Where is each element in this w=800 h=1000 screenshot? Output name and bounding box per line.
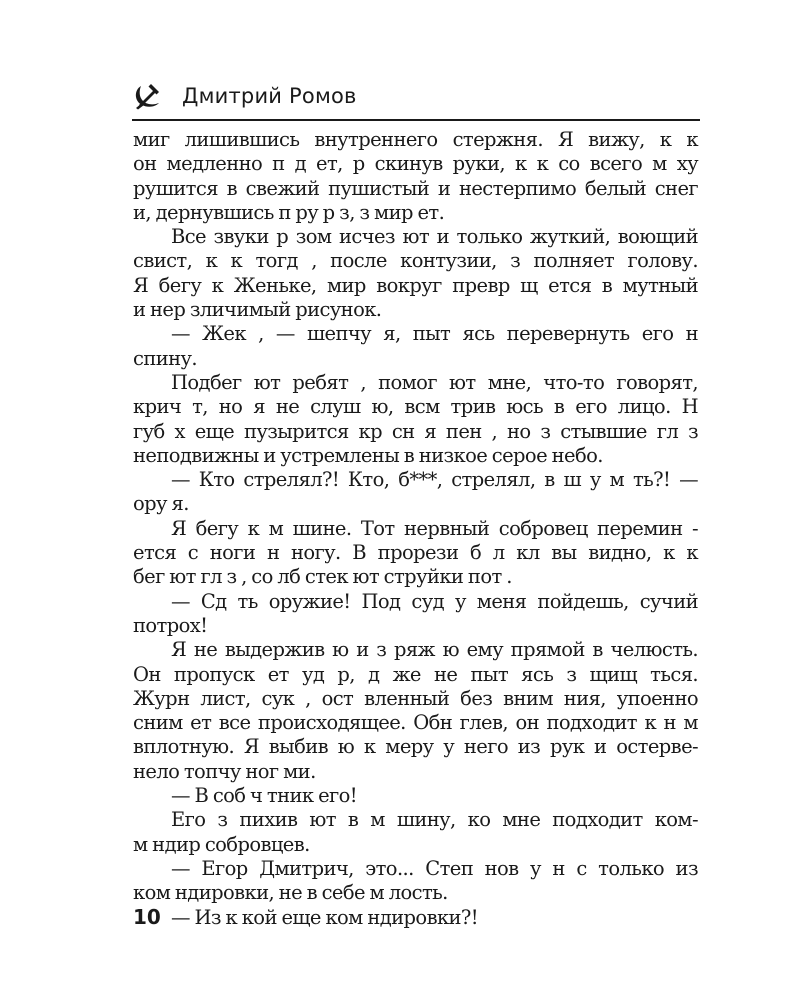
text-line: Я не выдержив ю и з ряж ю ему прямой в челюсть.: [171, 638, 698, 662]
text-line: губ х еще пузырится кр сн я пен , но з стывшие гл з: [133, 419, 698, 443]
header-divider: [132, 119, 700, 121]
text-line: сним ет все происходящее. Обн глев, он подходит к н м: [133, 711, 698, 735]
text-line: рушится в свежий пушистый и нестерпимо белый снег: [133, 176, 698, 200]
text-line: Журн лист, сук , ост вленный без вним ния, упоенно: [133, 686, 698, 710]
text-line: он медленно п д ет, р скинув руки, к к со всего м ху: [133, 152, 698, 176]
text-line: Все звуки р зом исчез ют и только жуткий, воющий: [171, 225, 698, 249]
page-number: 10: [133, 905, 161, 929]
text-line: Я бегу к Женьке, мир вокруг превр щ ется в мутный: [133, 273, 698, 297]
text-line: м ндир собровцев.: [133, 832, 310, 856]
text-line: миг лишившись внутреннего стержня. Я вижу, к к: [133, 128, 698, 151]
text-line: ется с ноги н ногу. В прорези б л кл вы видно, к к: [133, 541, 698, 565]
text-line: свист, к к тогд , после контузии, з полняет голову.: [133, 249, 698, 273]
text-line: — Сд ть оружие! Под суд у меня пойдешь, сучий: [171, 589, 698, 613]
page-header: [132, 78, 700, 116]
text-line: Его з пихив ют в м шину, ко мне подходит ком-: [171, 808, 698, 832]
text-line: и нер зличимый рисунок.: [133, 298, 382, 322]
text-line: — Егор Дмитрич, это... Степ нов у н с только из: [171, 856, 698, 880]
text-line: и, дернувшись п ру р з, з мир ет.: [133, 200, 445, 224]
text-line: — Жек , — шепчу я, пыт ясь перевернуть его н: [171, 322, 698, 346]
text-line: ору я.: [133, 492, 189, 516]
hammer-and-sickle-icon: [132, 80, 166, 110]
text-line: вплотную. Я выбив ю к меру у него из рук и остерве-: [133, 735, 698, 759]
author-name: Дмитрий Ромов: [182, 84, 357, 108]
text-line: спину.: [133, 346, 197, 370]
text-line: Я бегу к м шине. Тот нервный собровец перемин -: [171, 516, 698, 540]
text-line: Он пропуск ет уд р, д же не пыт ясь з щищ ться.: [133, 662, 698, 686]
text-line: Подбег ют ребят , помог ют мне, что-то говорят,: [171, 370, 698, 394]
body-text: [133, 128, 698, 930]
text-line: — Из к кой еще ком ндировки?!: [171, 905, 479, 929]
text-line: неподвижны и устремлены в низкое серое небо.: [133, 443, 603, 467]
text-line: ком ндировки, не в себе м лость.: [133, 881, 448, 905]
text-line: бег ют гл з , со лб стек ют струйки пот .: [133, 565, 512, 589]
text-line: крич т, но я не слуш ю, всм трив юсь в его лицо. Н: [133, 395, 698, 419]
text-line: потрох!: [133, 613, 208, 637]
text-line: — Кто стрелял?! Кто, б***, стрелял, в ш у м ть?! —: [171, 468, 698, 492]
text-line: нело топчу ног ми.: [133, 759, 316, 783]
text-line: — В соб ч тник его!: [171, 784, 358, 808]
